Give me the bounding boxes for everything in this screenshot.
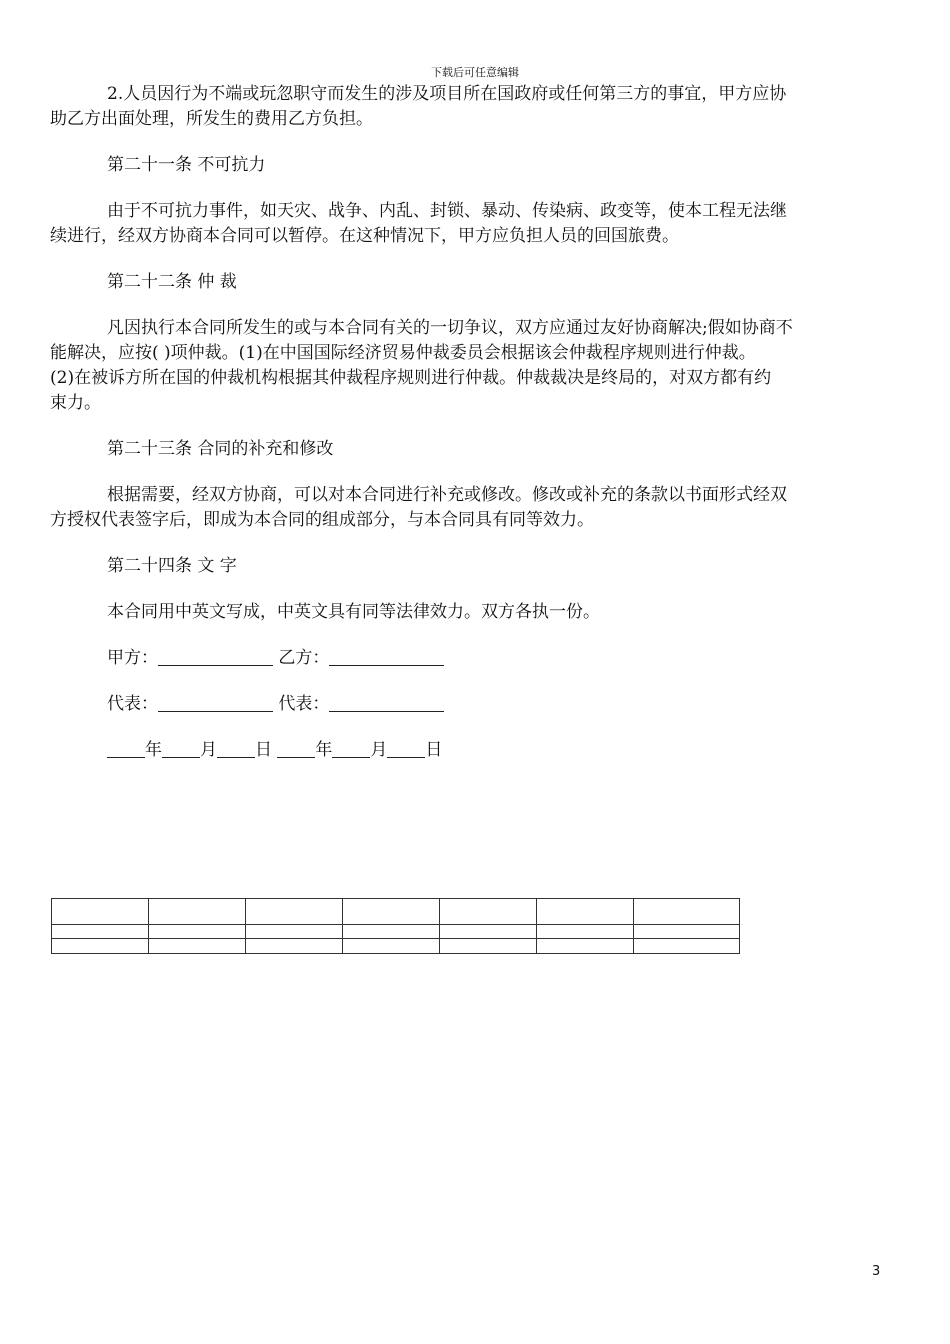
table-cell bbox=[537, 939, 634, 954]
paragraph-article-23 bbox=[50, 483, 883, 533]
table-cell bbox=[634, 899, 740, 925]
rep-b-label: 代表： bbox=[278, 694, 330, 714]
text-line: 根据需要，经双方协商，可以对本合同进行补充或修改。修改或补充的条款以书面形式经双 bbox=[107, 485, 787, 505]
paragraph-article-24 bbox=[107, 600, 883, 625]
paragraph-article-21 bbox=[50, 199, 883, 249]
table-cell bbox=[343, 939, 440, 954]
text-line: (2)在被诉方所在国的仲裁机构根据其仲裁程序规则进行仲裁。仲裁裁决是终局的，对双方都有约 bbox=[50, 368, 772, 388]
table-cell bbox=[52, 925, 149, 939]
table-cell bbox=[149, 899, 246, 925]
table-cell bbox=[634, 939, 740, 954]
rep-b-blank[interactable] bbox=[329, 693, 444, 712]
party-b-label: 乙方： bbox=[278, 648, 330, 668]
table-cell bbox=[343, 925, 440, 939]
signature-date-row bbox=[107, 738, 883, 763]
signature-parties-row bbox=[107, 646, 883, 671]
text-line: 本合同用中英文写成，中英文具有同等法律效力。双方各执一份。 bbox=[107, 602, 600, 622]
header-note: 下载后可任意编辑 bbox=[431, 66, 519, 79]
empty-table bbox=[51, 898, 740, 954]
day-a-blank[interactable] bbox=[217, 739, 255, 758]
text-line: 束力。 bbox=[50, 393, 101, 413]
table-cell bbox=[52, 899, 149, 925]
table-cell bbox=[537, 925, 634, 939]
table-cell bbox=[52, 939, 149, 954]
heading-article-24: 第二十四条 文 字 bbox=[107, 556, 237, 576]
month-b-blank[interactable] bbox=[332, 739, 370, 758]
table-cell bbox=[246, 939, 343, 954]
text-line: 续进行，经双方协商本合同可以暂停。在这种情况下，甲方应负担人员的回国旅费。 bbox=[50, 226, 679, 246]
table-row bbox=[52, 925, 740, 939]
text-line: 方授权代表签字后，即成为本合同的组成部分，与本合同具有同等效力。 bbox=[50, 510, 594, 530]
heading-article-23: 第二十三条 合同的补充和修改 bbox=[107, 439, 334, 459]
table-cell bbox=[149, 939, 246, 954]
party-a-blank[interactable] bbox=[158, 647, 273, 666]
table-row bbox=[52, 939, 740, 954]
month-label: 月 bbox=[200, 740, 217, 760]
table-cell bbox=[537, 899, 634, 925]
text-line: 能解决，应按( )项仲裁。(1)在中国国际经济贸易仲裁委员会根据该会仲裁程序规则进行仲裁。 bbox=[50, 343, 756, 363]
page-number: 3 bbox=[872, 1264, 881, 1279]
text-line: 助乙方出面处理，所发生的费用乙方负担。 bbox=[50, 109, 373, 129]
day-label: 日 bbox=[255, 740, 272, 760]
table-cell bbox=[440, 925, 537, 939]
table-cell bbox=[343, 899, 440, 925]
table-cell bbox=[246, 925, 343, 939]
table-cell bbox=[440, 939, 537, 954]
table-cell bbox=[634, 925, 740, 939]
paragraph-article-22 bbox=[50, 316, 883, 416]
party-a-label: 甲方： bbox=[107, 648, 158, 668]
table-row bbox=[52, 899, 740, 925]
year-label: 年 bbox=[145, 740, 162, 760]
text-line: 凡因执行本合同所发生的或与本合同有关的一切争议，双方应通过友好协商解决;假如协商不 bbox=[107, 318, 793, 338]
text-line: 2.人员因行为不端或玩忽职守而发生的涉及项目所在国政府或任何第三方的事宜，甲方应协 bbox=[107, 84, 787, 104]
party-b-blank[interactable] bbox=[329, 647, 444, 666]
month-a-blank[interactable] bbox=[162, 739, 200, 758]
year-a-blank[interactable] bbox=[107, 739, 145, 758]
month-label: 月 bbox=[370, 740, 388, 760]
paragraph-article20-item2 bbox=[50, 82, 883, 132]
table-cell bbox=[149, 925, 246, 939]
year-label: 年 bbox=[315, 740, 333, 760]
document-body bbox=[50, 82, 883, 763]
year-b-blank[interactable] bbox=[277, 739, 315, 758]
signature-representatives-row bbox=[107, 692, 883, 717]
table-cell bbox=[246, 899, 343, 925]
rep-a-label: 代表： bbox=[107, 694, 158, 714]
heading-article-22: 第二十二条 仲 裁 bbox=[107, 272, 237, 292]
day-label: 日 bbox=[425, 740, 443, 760]
day-b-blank[interactable] bbox=[387, 739, 425, 758]
heading-article-21: 第二十一条 不可抗力 bbox=[107, 155, 266, 175]
rep-a-blank[interactable] bbox=[158, 693, 273, 712]
table-cell bbox=[440, 899, 537, 925]
text-line: 由于不可抗力事件，如天灾、战争、内乱、封锁、暴动、传染病、政变等，使本工程无法继 bbox=[107, 201, 787, 221]
